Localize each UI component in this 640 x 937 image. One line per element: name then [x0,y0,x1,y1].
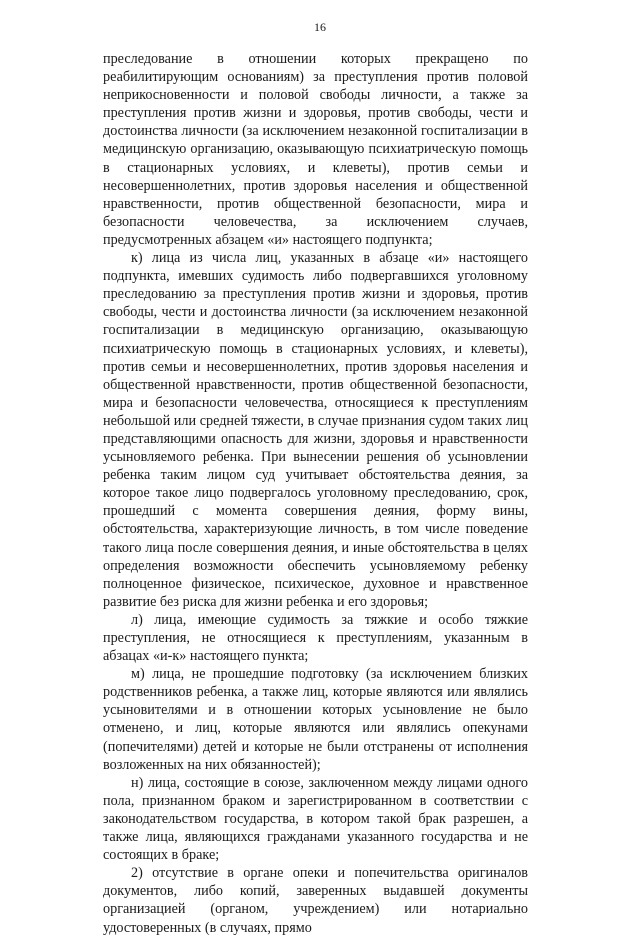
paragraph-item-k: к) лица из числа лиц, указанных в абзаце «и» настоящего подпункта, имевших судимость либо подвергавшихся уголовному преследованию за преступления против жизни и здоровья, против свободы, чести и достоинства личности (за исключением незаконной госпитализации в медицинскую организацию, оказывающую психиатрическую помощь в стационарных условиях, и клеветы), против семьи и несовершеннолетних, против здоровья населения и общественной нравственности, против общественной безопасности, мира и безопасности человечества, относящиеся к преступлениям небольшой или средней тяжести, в случае признания судом таких лиц представляющими опасность для жизни, здоровья и нравственности усыновляемого ребенка. При вынесении решения об усыновлении ребенка таким лицом суд учитывает обстоятельства деяния, за которое такое лицо подвергалось уголовному преследованию, срок, прошедший с момента совершения деяния, форму вины, обстоятельства, характеризующие личность, в том числе поведение такого лица после совершения деяния, и иные обстоятельства в целях определения возможности обеспечить усыновляемому ребенку полноценное физическое, психическое, духовное и нравственное развитие без риска для жизни ребенка и его здоровья; [103,250,528,610]
page-number: 16 [314,20,326,34]
paragraph-item-2: 2) отсутствие в органе опеки и попечительства оригиналов документов, либо копий, заверенных выдавшей документы организацией (органом, учреждением) или нотариально удостоверенных (в случаях, прямо [103,865,528,936]
paragraph-item-l: л) лица, имеющие судимость за тяжкие и особо тяжкие преступления, не относящиеся к преступлениям, указанным в абзацах «и-к» настоящего пункта; [103,611,528,665]
paragraph-continuation: преследование в отношении которых прекращено по реабилитирующим основаниям) за преступления против половой неприкосновенности и половой свободы личности, а также за преступления против жизни и здоровья, против свободы, чести и достоинства личности (за исключением незаконной госпитализации в медицинскую организацию, оказывающую психиатрическую помощь в стационарных условиях, и клеветы), против семьи и несовершеннолетних, против здоровья населения и общественной нравственности, против общественной безопасности, мира и безопасности человечества, за исключением случаев, предусмотренных абзацем «и» настоящего подпункта; [103,51,528,248]
paragraph-item-n: н) лица, состоящие в союзе, заключенном между лицами одного пола, признанном браком и зарегистрированном в соответствии с законодательством государства, в котором такой брак разрешен, а также лица, являющихся гражданами указанного государства и не состоящих в браке; [103,774,528,864]
document-body [103,50,528,937]
paragraph-item-m: м) лица, не прошедшие подготовку (за исключением близких родственников ребенка, а также лиц, которые являются или являлись усыновителями и в отношении которых усыновление не было отменено, и лиц, которые являются или являлись опекунами (попечителями) детей и которые не были отстранены от исполнения возложенных на них обязанностей); [103,666,528,773]
